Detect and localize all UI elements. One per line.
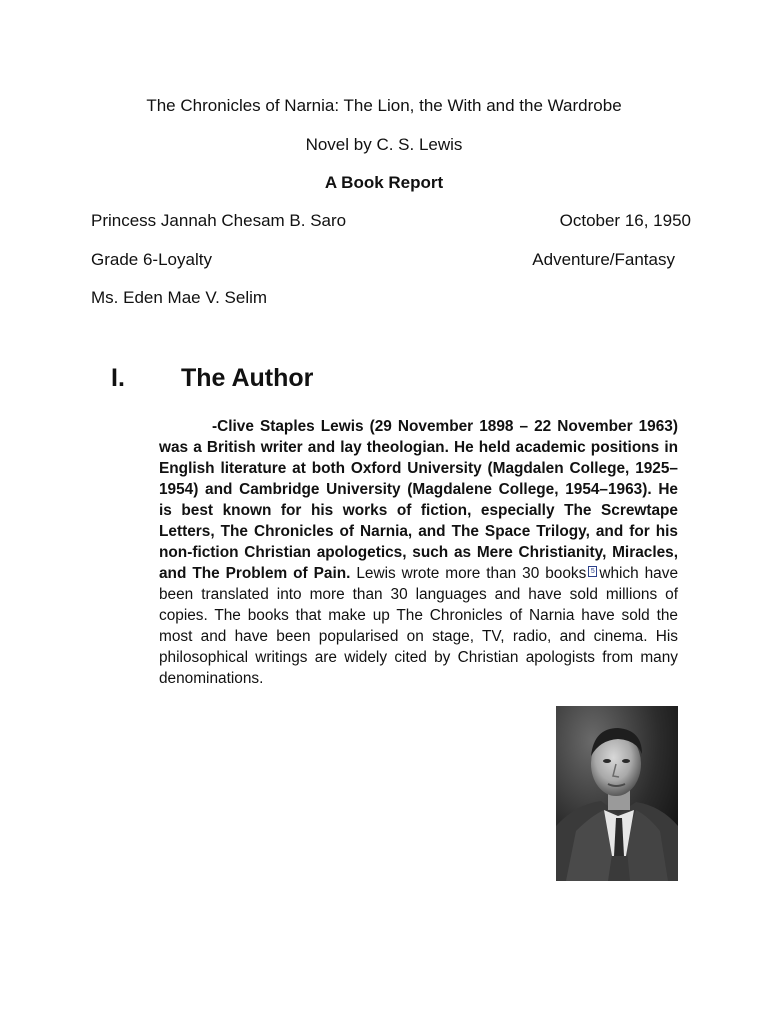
author-legacy-text: which have been translated into more than 30 languages and have sold millions of copies. The books that make up The Chronicles of Narnia have sold the most and have been popularised on stage, TV, radio, and cinema. His philosophical writings are widely cited by Christian apologists from many denominations. [159,565,679,687]
section-title: The Author [181,364,314,392]
book-author-line: Novel by C. S. Lewis [305,135,463,154]
student-grade: Grade 6-Loyalty [91,250,212,269]
report-date: October 16, 1950 [559,211,691,230]
section-number: I. [111,364,125,392]
author-portrait-photo [556,706,678,881]
book-genre: Adventure/Fantasy [532,250,675,269]
book-title: The Chronicles of Narnia: The Lion, the With and the Wardrobe [146,96,622,115]
teacher-name: Ms. Eden Mae V. Selim [91,288,268,307]
portrait-photo-icon [556,706,678,881]
report-label: A Book Report [324,173,444,192]
author-works-text: Lewis wrote more than 30 books [356,565,587,582]
student-name: Princess Jannah Chesam B. Saro [91,211,347,230]
author-bio-text: -Clive Staples Lewis (29 November 1898 – 22 November 1963) was a British writer and lay theologian. He held academic positions in English literature at both Oxford University (Magdalen College, 1925–1954) and Cambridge University (Magdalene College, 1954–1963). He is best known for his works of fiction, especially The Screwtape Letters, The Chronicles of Narnia, and The Space Trilogy, and for his non-fiction Christian apologetics, such as Mere Christianity, Miracles, and The Problem of Pain. [159,418,678,582]
reference-link-icon[interactable]: 5 [588,566,597,577]
author-paragraph [159,416,678,689]
